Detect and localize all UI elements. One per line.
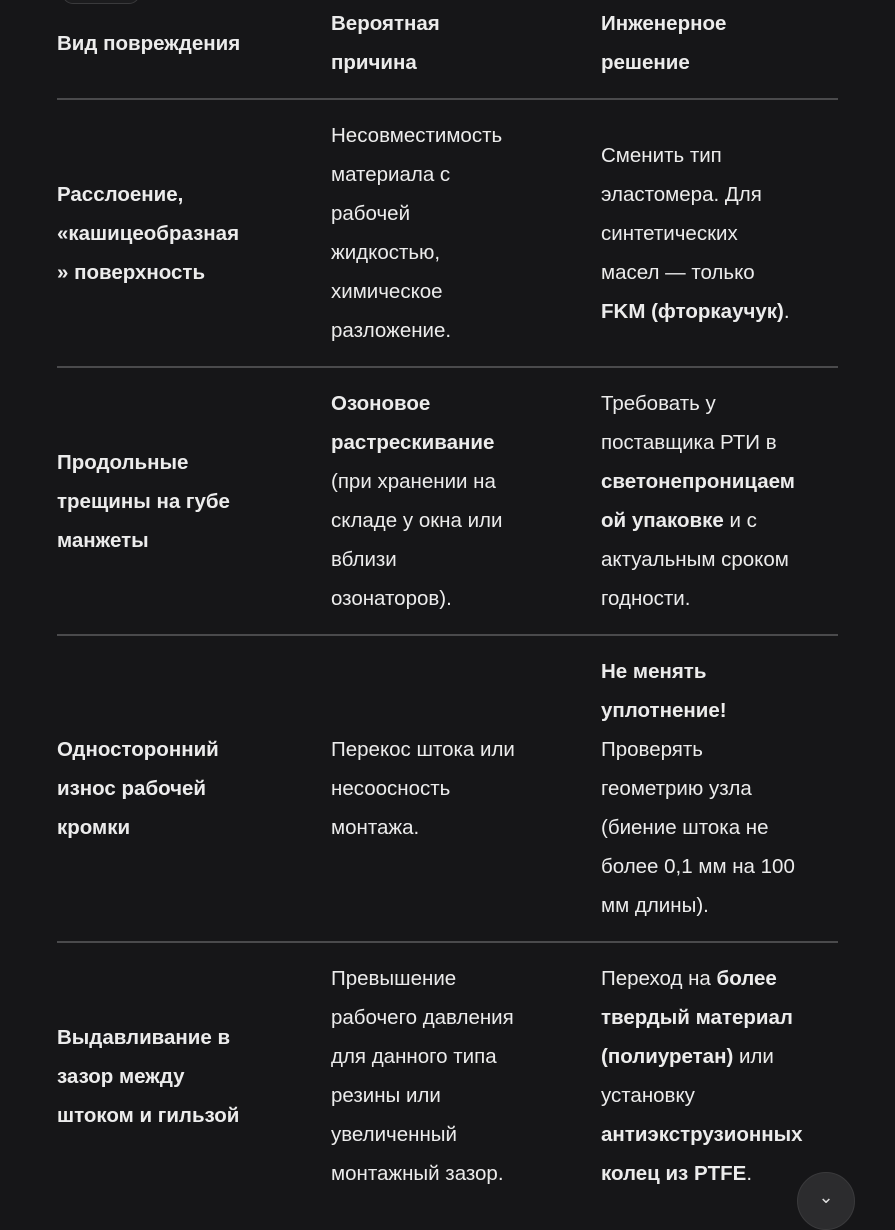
cell-line	[331, 540, 601, 579]
cell-line	[57, 443, 331, 482]
text: Расслоение,	[57, 182, 184, 206]
text: увеличенный	[331, 1123, 457, 1146]
text: монтажный зазор.	[331, 1162, 504, 1185]
text: складе у окна или	[331, 509, 503, 532]
cell-line	[57, 175, 331, 214]
cell-line	[601, 423, 838, 462]
cell-line	[601, 462, 838, 501]
text: актуальным сроком	[601, 548, 789, 571]
header-line: Вероятная	[331, 12, 440, 35]
cell-line	[601, 730, 838, 769]
table-row	[57, 367, 838, 635]
cell-line	[331, 1154, 601, 1193]
cell-engineering-solution	[601, 367, 838, 635]
cell-line	[331, 579, 601, 618]
header-damage-type	[57, 0, 331, 99]
cell-line	[57, 1057, 331, 1096]
damage-table	[57, 0, 838, 1209]
cell-line	[331, 384, 601, 423]
cell-line	[601, 175, 838, 214]
cell-line	[331, 730, 601, 769]
cell-line	[57, 730, 331, 769]
cell-line	[331, 769, 601, 808]
chevron-down-icon: ⌄	[818, 1187, 834, 1207]
text: годности.	[601, 587, 691, 610]
cell-probable-cause	[331, 367, 601, 635]
cell-line	[57, 482, 331, 521]
cell-line	[601, 691, 838, 730]
text: синтетических	[601, 221, 738, 245]
cell-line	[601, 1037, 838, 1076]
cell-damage-type	[57, 942, 331, 1209]
header-line: Инженерное	[601, 12, 727, 35]
cell-line	[601, 136, 838, 175]
text: Требовать у	[601, 392, 716, 415]
text: и с	[723, 509, 757, 532]
cell-line	[601, 959, 838, 998]
text: рабочего давления	[331, 1006, 514, 1029]
cell-line	[331, 462, 601, 501]
cell-line	[601, 769, 838, 808]
bold-text: уплотнение!	[601, 699, 727, 722]
header-probable-cause	[331, 0, 601, 99]
bold-text: FKM (фторкаучук)	[601, 299, 784, 323]
text: для данного типа	[331, 1045, 497, 1068]
cell-line	[331, 272, 601, 311]
cell-line	[601, 292, 838, 331]
cell-line	[331, 423, 601, 462]
text: Несовместимость	[331, 124, 503, 147]
cell-line	[331, 1115, 601, 1154]
cell-line	[331, 998, 601, 1037]
cell-line	[601, 808, 838, 847]
text: .	[746, 1162, 753, 1185]
text: (биение штока не	[601, 816, 769, 839]
text: штоком и гильзой	[57, 1103, 240, 1127]
cell-line	[331, 1037, 601, 1076]
table-header-row	[57, 0, 838, 99]
cell-line	[331, 116, 601, 155]
header-engineering-solution	[601, 0, 838, 99]
text: рабочей	[331, 202, 411, 225]
cell-line	[57, 1018, 331, 1057]
bold-text: Не менять	[601, 660, 707, 683]
bold-text: более	[716, 967, 777, 990]
cell-line	[331, 959, 601, 998]
cell-line	[601, 214, 838, 253]
bold-text: (полиуретан)	[601, 1045, 734, 1068]
bold-text: Озоновое	[331, 392, 431, 415]
cell-line	[57, 521, 331, 560]
text: озонаторов).	[331, 587, 452, 610]
cell-line	[331, 155, 601, 194]
cell-line	[57, 769, 331, 808]
cell-line	[601, 501, 838, 540]
cell-line	[601, 1115, 838, 1154]
cell-probable-cause	[331, 635, 601, 942]
text: более 0,1 мм на 100	[601, 855, 795, 878]
text: «кашицеобразная	[57, 221, 240, 245]
bold-text: колец из PTFE	[601, 1162, 747, 1185]
text: масел — только	[601, 260, 755, 284]
cell-line	[57, 253, 331, 292]
text: (при хранении на	[331, 470, 496, 493]
cell-damage-type	[57, 99, 331, 367]
text: разложение.	[331, 319, 452, 342]
cell-line	[601, 1076, 838, 1115]
text: поставщика РТИ в	[601, 431, 777, 454]
cell-line	[331, 233, 601, 272]
text: манжеты	[57, 528, 149, 552]
cell-line	[57, 1096, 331, 1135]
text: Перекос штока или	[331, 738, 515, 761]
header-line: Вид повреждения	[57, 31, 241, 55]
table-row	[57, 635, 838, 942]
cell-line	[601, 998, 838, 1037]
cell-line	[601, 847, 838, 886]
cell-line	[601, 579, 838, 618]
text: установку	[601, 1084, 695, 1107]
text: материала с	[331, 163, 451, 186]
cell-line	[57, 214, 331, 253]
text: трещины на губе	[57, 489, 230, 513]
cell-line	[601, 652, 838, 691]
text: мм длины).	[601, 894, 709, 917]
cell-line	[331, 808, 601, 847]
cell-probable-cause	[331, 99, 601, 367]
bold-text: антиэкструзионных	[601, 1123, 803, 1146]
text: резины или	[331, 1084, 441, 1107]
cell-line	[601, 540, 838, 579]
bold-text: ой упаковке	[601, 509, 724, 532]
text: зазор между	[57, 1064, 185, 1088]
text: химическое	[331, 280, 443, 303]
text: Односторонний	[57, 738, 219, 761]
text: кромки	[57, 816, 131, 839]
cell-damage-type	[57, 635, 331, 942]
text: монтажа.	[331, 816, 420, 839]
text: .	[783, 299, 790, 323]
text: вблизи	[331, 548, 397, 571]
header-line: решение	[601, 51, 690, 74]
cell-line	[331, 1076, 601, 1115]
cell-line	[601, 253, 838, 292]
text: геометрию узла	[601, 777, 752, 800]
cell-line	[331, 311, 601, 350]
bold-text: светонепроницаем	[601, 470, 795, 493]
cell-line	[601, 384, 838, 423]
table-row	[57, 942, 838, 1209]
text: Превышение	[331, 967, 457, 990]
text: несоосность	[331, 777, 451, 800]
cell-line	[331, 501, 601, 540]
bold-text: растрескивание	[331, 431, 495, 454]
text: Переход на	[601, 967, 717, 990]
cell-line	[331, 194, 601, 233]
text: жидкостью,	[331, 241, 441, 264]
text: » поверхность	[57, 260, 206, 284]
text: износ рабочей	[57, 777, 207, 800]
cell-engineering-solution	[601, 635, 838, 942]
cell-engineering-solution	[601, 99, 838, 367]
cell-line	[601, 886, 838, 925]
text: или	[733, 1045, 774, 1068]
cell-line	[57, 808, 331, 847]
text: Проверять	[601, 738, 703, 761]
cell-damage-type	[57, 367, 331, 635]
table-row	[57, 99, 838, 367]
header-line: причина	[331, 51, 417, 74]
text: Выдавливание в	[57, 1025, 231, 1049]
text: Продольные	[57, 450, 189, 474]
scroll-down-button[interactable]	[797, 1172, 855, 1230]
bold-text: твердый материал	[601, 1006, 793, 1029]
cell-probable-cause	[331, 942, 601, 1209]
text: Сменить тип	[601, 143, 722, 167]
text: эластомера. Для	[601, 182, 762, 206]
cell-engineering-solution	[601, 942, 838, 1209]
